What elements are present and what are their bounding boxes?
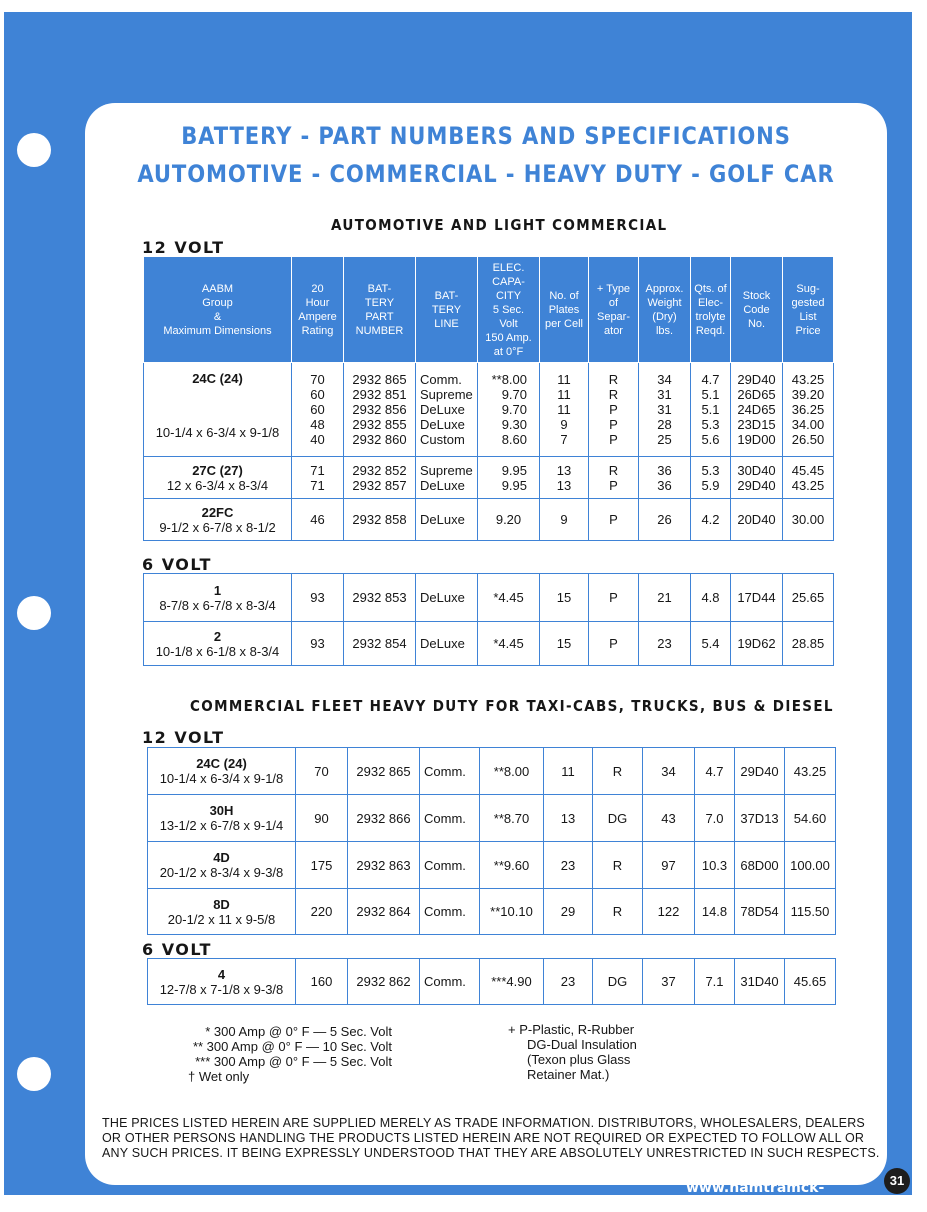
column-header: Approx. Weight (Dry) lbs. bbox=[639, 257, 691, 363]
cell-part: 2932 863 bbox=[348, 842, 420, 889]
cell-sep: DG bbox=[593, 959, 643, 1005]
cell-weight: 43 bbox=[643, 795, 695, 842]
cell-weight: 122 bbox=[643, 889, 695, 935]
cell-cap: **8.00 9.70 9.70 9.30 8.60 bbox=[478, 363, 540, 457]
cell-code: 68D00 bbox=[735, 842, 785, 889]
column-header: BAT- TERY PART NUMBER bbox=[344, 257, 416, 363]
cell-sep: R R P P P bbox=[589, 363, 639, 457]
cell-line: Supreme DeLuxe bbox=[416, 457, 478, 499]
cell-price: 45.65 bbox=[785, 959, 836, 1005]
cell-price: 25.65 bbox=[783, 574, 834, 622]
cell-qts: 14.8 bbox=[695, 889, 735, 935]
cell-code: 30D40 29D40 bbox=[731, 457, 783, 499]
max-dimensions: 10-1/4 x 6-3/4 x 9-1/8 bbox=[155, 425, 280, 440]
group-dimensions-cell bbox=[144, 499, 292, 541]
cell-qts: 7.1 bbox=[695, 959, 735, 1005]
cell-cap: ***4.90 bbox=[480, 959, 544, 1005]
cell-plates: 29 bbox=[544, 889, 593, 935]
group-name: 1 bbox=[213, 582, 222, 598]
max-dimensions: 20-1/2 x 11 x 9-5/8 bbox=[167, 911, 276, 927]
cell-code: 37D13 bbox=[735, 795, 785, 842]
group-dimensions-cell bbox=[144, 457, 292, 499]
cell-price: 115.50 bbox=[785, 889, 836, 935]
price-disclaimer: THE PRICES LISTED HEREIN ARE SUPPLIED MERELY AS TRADE INFORMATION. DISTRIBUTORS, WHOLESALERS, DEALERS OR OTHER PERSONS HANDLING THE PRODUCTS LISTED HEREIN ARE NOT REQUIRED OR EXPECTED TO FOLLOW ALL OR ANY SUCH PRICES. IT BEING EXPRESSLY UNDERSTOOD THAT THEY ARE ABSOLUTELY UNRESTRICTED IN SUCH RESPECTS. bbox=[102, 1116, 880, 1160]
cell-price: 30.00 bbox=[783, 499, 834, 541]
cell-qts: 4.2 bbox=[691, 499, 731, 541]
cell-part: 2932 854 bbox=[344, 622, 416, 666]
cell-price: 45.45 43.25 bbox=[783, 457, 834, 499]
cell-amp: 175 bbox=[296, 842, 348, 889]
cell-amp: 93 bbox=[292, 622, 344, 666]
max-dimensions: 10-1/4 x 6-3/4 x 9-1/8 bbox=[159, 771, 284, 786]
cell-part: 2932 852 2932 857 bbox=[344, 457, 416, 499]
max-dimensions: 13-1/2 x 6-7/8 x 9-1/4 bbox=[159, 818, 284, 833]
column-header: 20 Hour Ampere Rating bbox=[292, 257, 344, 363]
fleet-12v-table bbox=[147, 747, 836, 935]
max-dimensions: 10-1/8 x 6-1/8 x 8-3/4 bbox=[155, 643, 280, 659]
table-row bbox=[148, 959, 836, 1005]
group-name: 30H bbox=[209, 803, 234, 818]
cell-qts: 4.7 bbox=[695, 748, 735, 795]
column-header: No. of Plates per Cell bbox=[540, 257, 589, 363]
column-header: BAT- TERY LINE bbox=[416, 257, 478, 363]
cell-code: 31D40 bbox=[735, 959, 785, 1005]
cell-amp: 46 bbox=[292, 499, 344, 541]
footnotes-capacity bbox=[170, 1024, 392, 1084]
cell-cap: 9.20 bbox=[478, 499, 540, 541]
group-name: 24C (24) bbox=[192, 371, 243, 386]
cell-amp: 71 71 bbox=[292, 457, 344, 499]
cell-weight: 34 31 31 28 25 bbox=[639, 363, 691, 457]
fleet-6v-table bbox=[147, 958, 836, 1005]
cell-plates: 13 bbox=[544, 795, 593, 842]
cell-code: 29D40 bbox=[735, 748, 785, 795]
page-number: 31 bbox=[884, 1168, 910, 1194]
group-name: 22FC bbox=[201, 504, 234, 520]
automotive-12v-table bbox=[143, 256, 834, 541]
footnote: Retainer Mat.) bbox=[527, 1067, 610, 1082]
table-row bbox=[144, 622, 834, 666]
volt-label-12: 12 VOLT bbox=[142, 238, 225, 257]
cell-code: 20D40 bbox=[731, 499, 783, 541]
page-title: BATTERY - PART NUMBERS AND SPECIFICATIONS bbox=[181, 122, 791, 150]
cell-code: 17D44 bbox=[731, 574, 783, 622]
cell-weight: 21 bbox=[639, 574, 691, 622]
cell-cap: **8.70 bbox=[480, 795, 544, 842]
max-dimensions: 12 x 6-3/4 x 8-3/4 bbox=[166, 477, 269, 493]
cell-plates: 23 bbox=[544, 842, 593, 889]
cell-weight: 26 bbox=[639, 499, 691, 541]
cell-plates: 13 13 bbox=[540, 457, 589, 499]
cell-line: Comm. bbox=[420, 959, 480, 1005]
cell-amp: 70 bbox=[296, 748, 348, 795]
cell-price: 28.85 bbox=[783, 622, 834, 666]
cell-sep: R P bbox=[589, 457, 639, 499]
cell-code: 29D40 26D65 24D65 23D15 19D00 bbox=[731, 363, 783, 457]
cell-plates: 11 11 11 9 7 bbox=[540, 363, 589, 457]
group-dimensions-cell bbox=[148, 959, 296, 1005]
cell-code: 19D62 bbox=[731, 622, 783, 666]
volt-label-6: 6 VOLT bbox=[142, 940, 212, 959]
group-dimensions-cell bbox=[144, 622, 292, 666]
cell-plates: 11 bbox=[544, 748, 593, 795]
column-header: Sug- gested List Price bbox=[783, 257, 834, 363]
cell-sep: R bbox=[593, 842, 643, 889]
cell-price: 100.00 bbox=[785, 842, 836, 889]
cell-cap: **10.10 bbox=[480, 889, 544, 935]
cell-part: 2932 864 bbox=[348, 889, 420, 935]
footnote: † Wet only bbox=[188, 1069, 250, 1084]
cell-weight: 97 bbox=[643, 842, 695, 889]
cell-weight: 37 bbox=[643, 959, 695, 1005]
cell-plates: 23 bbox=[544, 959, 593, 1005]
cell-sep: P bbox=[589, 622, 639, 666]
max-dimensions: 20-1/2 x 8-3/4 x 9-3/8 bbox=[159, 865, 284, 880]
column-header: Stock Code No. bbox=[731, 257, 783, 363]
table-row bbox=[144, 574, 834, 622]
table-row bbox=[148, 795, 836, 842]
cell-code: 78D54 bbox=[735, 889, 785, 935]
cell-sep: P bbox=[589, 574, 639, 622]
cell-price: 54.60 bbox=[785, 795, 836, 842]
cell-part: 2932 865 2932 851 2932 856 2932 855 2932 860 bbox=[344, 363, 416, 457]
group-dimensions-cell bbox=[148, 795, 296, 842]
footnote: DG-Dual Insulation bbox=[527, 1037, 637, 1052]
section-title-fleet: COMMERCIAL FLEET HEAVY DUTY FOR TAXI-CABS, TRUCKS, BUS & DIESEL bbox=[190, 697, 834, 715]
automotive-6v-table bbox=[143, 573, 834, 666]
footnote: ** 300 Amp @ 0° F — 10 Sec. Volt bbox=[192, 1039, 392, 1054]
group-name: 27C (27) bbox=[192, 462, 243, 478]
cell-line: Comm. bbox=[420, 889, 480, 935]
group-name: 8D bbox=[213, 896, 230, 912]
group-name: 4 bbox=[217, 966, 226, 982]
cell-plates: 15 bbox=[540, 622, 589, 666]
cell-sep: DG bbox=[593, 795, 643, 842]
table-row bbox=[144, 363, 834, 457]
group-name: 2 bbox=[213, 628, 222, 644]
cell-part: 2932 865 bbox=[348, 748, 420, 795]
group-dimensions-cell bbox=[144, 574, 292, 622]
column-header: Qts. of Elec- trolyte Reqd. bbox=[691, 257, 731, 363]
cell-line: Comm. bbox=[420, 748, 480, 795]
cell-part: 2932 858 bbox=[344, 499, 416, 541]
cell-part: 2932 866 bbox=[348, 795, 420, 842]
cell-amp: 70 60 60 48 40 bbox=[292, 363, 344, 457]
section-title-automotive: AUTOMOTIVE AND LIGHT COMMERCIAL bbox=[331, 216, 668, 234]
cell-qts: 5.4 bbox=[691, 622, 731, 666]
cell-qts: 7.0 bbox=[695, 795, 735, 842]
group-dimensions-cell bbox=[148, 842, 296, 889]
volt-label-6: 6 VOLT bbox=[142, 555, 212, 574]
cell-cap: *4.45 bbox=[478, 622, 540, 666]
cell-line: DeLuxe bbox=[416, 622, 478, 666]
cell-cap: *4.45 bbox=[478, 574, 540, 622]
cell-plates: 9 bbox=[540, 499, 589, 541]
cell-amp: 160 bbox=[296, 959, 348, 1005]
footnote: + P-Plastic, R-Rubber bbox=[508, 1022, 635, 1037]
cell-line: DeLuxe bbox=[416, 574, 478, 622]
cell-amp: 93 bbox=[292, 574, 344, 622]
column-header: ELEC. CAPA- CITY 5 Sec. Volt 150 Amp. at 0°F bbox=[478, 257, 540, 363]
cell-cap: 9.95 9.95 bbox=[478, 457, 540, 499]
cell-sep: R bbox=[593, 889, 643, 935]
max-dimensions: 12-7/8 x 7-1/8 x 9-3/8 bbox=[159, 981, 284, 997]
cell-plates: 15 bbox=[540, 574, 589, 622]
cell-line: Comm. bbox=[420, 842, 480, 889]
footnotes-separator bbox=[508, 1022, 637, 1082]
table-row bbox=[148, 889, 836, 935]
table-row bbox=[144, 499, 834, 541]
cell-part: 2932 853 bbox=[344, 574, 416, 622]
group-dimensions-cell bbox=[148, 889, 296, 935]
binder-hole bbox=[17, 1057, 51, 1091]
footnote: (Texon plus Glass bbox=[527, 1052, 631, 1067]
cell-qts: 4.8 bbox=[691, 574, 731, 622]
cell-cap: **9.60 bbox=[480, 842, 544, 889]
cell-weight: 36 36 bbox=[639, 457, 691, 499]
column-header: + Type of Separ- ator bbox=[589, 257, 639, 363]
cell-qts: 5.3 5.9 bbox=[691, 457, 731, 499]
cell-sep: R bbox=[593, 748, 643, 795]
max-dimensions: 9-1/2 x 6-7/8 x 8-1/2 bbox=[159, 519, 276, 535]
table-row bbox=[148, 748, 836, 795]
group-name: 24C (24) bbox=[196, 756, 247, 771]
cell-qts: 4.7 5.1 5.1 5.3 5.6 bbox=[691, 363, 731, 457]
cell-weight: 34 bbox=[643, 748, 695, 795]
cell-line: DeLuxe bbox=[416, 499, 478, 541]
cell-part: 2932 862 bbox=[348, 959, 420, 1005]
cell-amp: 220 bbox=[296, 889, 348, 935]
table-row bbox=[148, 842, 836, 889]
cell-price: 43.25 39.20 36.25 34.00 26.50 bbox=[783, 363, 834, 457]
column-header: AABM Group & Maximum Dimensions bbox=[144, 257, 292, 363]
cell-line: Comm. bbox=[420, 795, 480, 842]
cell-sep: P bbox=[589, 499, 639, 541]
group-dimensions-cell bbox=[144, 363, 292, 457]
volt-label-12: 12 VOLT bbox=[142, 728, 225, 747]
binder-hole bbox=[17, 133, 51, 167]
watermark: www.hamtramck-historical.com bbox=[686, 1180, 825, 1212]
binder-hole bbox=[17, 596, 51, 630]
cell-qts: 10.3 bbox=[695, 842, 735, 889]
page-subtitle: AUTOMOTIVE - COMMERCIAL - HEAVY DUTY - GOLF CAR bbox=[137, 160, 835, 188]
footnote: *** 300 Amp @ 0° F — 5 Sec. Volt bbox=[195, 1054, 392, 1069]
cell-cap: **8.00 bbox=[480, 748, 544, 795]
max-dimensions: 8-7/8 x 6-7/8 x 8-3/4 bbox=[159, 597, 276, 613]
group-name: 4D bbox=[213, 850, 230, 865]
group-dimensions-cell bbox=[148, 748, 296, 795]
footnote: * 300 Amp @ 0° F — 5 Sec. Volt bbox=[205, 1024, 392, 1039]
table-row bbox=[144, 457, 834, 499]
cell-line: Comm. Supreme DeLuxe DeLuxe Custom bbox=[416, 363, 478, 457]
cell-amp: 90 bbox=[296, 795, 348, 842]
header-row bbox=[144, 257, 834, 363]
cell-weight: 23 bbox=[639, 622, 691, 666]
cell-price: 43.25 bbox=[785, 748, 836, 795]
